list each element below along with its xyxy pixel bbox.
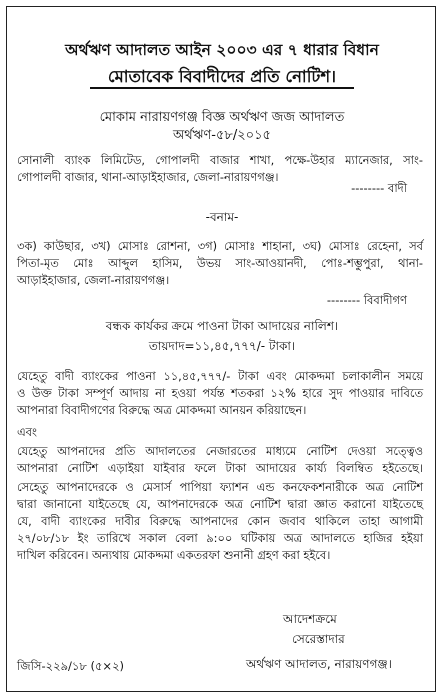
signature-order: আদেশক্রমে bbox=[283, 612, 337, 626]
heading-underline bbox=[90, 87, 354, 89]
body-line: আপনারা বিবাদীগণের বিরুদ্ধে অত্র মোকদ্দমা আনয়ন করিয়াছেন। bbox=[17, 403, 307, 417]
body-line: দ্বারা জানানো যাইতেছে যে, আপনাদেরকে অত্র নোটিশ দ্বারা জ্ঞাত করানো যাইতেছে bbox=[17, 497, 423, 511]
heading-line-2: মোতাবেক বিবাদীদের প্রতি নোটিশ। bbox=[107, 67, 337, 86]
defendant-line: আড়াইহাজার, জেলা-নারায়ণগঞ্জ। bbox=[17, 273, 170, 287]
defendants-role: -------- বিবাদীগণ bbox=[326, 293, 407, 307]
signature-office: অর্থঋণ আদালত, নারায়ণগঞ্জ। bbox=[246, 657, 392, 671]
plaintiff-line: সোনালী ব্যাংক লিমিটেড, গোপালদী বাজার শাখা, পক্ষে-উহার ম্যানেজার, সাং- bbox=[17, 153, 423, 167]
heading-line-1: অর্থঋণ আদালত আইন ২০০৩ এর ৭ ধারার বিধান bbox=[65, 41, 379, 59]
plaintiff-line: গোপালদী বাজার, থানা-আড়াইহাজার, জেলা-নারায়ণগঞ্জ। bbox=[17, 170, 279, 184]
body-line: ও উক্ত টাকা সম্পূর্ণ আদায় না হওয়া পর্যন্ত শতকরা ১২% হারে সুদ পাওয়ার দাবিতে bbox=[17, 386, 423, 400]
case-number: অর্থঋণ-৫৮/২০১৫ bbox=[172, 128, 271, 143]
defendant-line: পিতা-মৃত মোঃ আব্দুল হাসিম, উভয় সাং-আওয়ানদী, পোঃ-শম্ভুপুরা, থানা- bbox=[17, 256, 423, 270]
defendants-block bbox=[17, 238, 423, 289]
body-line: যে, বাদী ব্যাংকের দাবীর বিরুদ্ধে আপনাদের কোন জবাব থাকিলে তাহা আগামী bbox=[17, 514, 423, 528]
body-paragraph-1 bbox=[17, 368, 423, 419]
body-line: ২৭/০৮/১৮ ইং তারিখে সকাল বেলা ৯:০০ ঘটিকায় অত্র আদালতে হাজির হইয়া bbox=[17, 531, 423, 545]
body-paragraph-3 bbox=[17, 479, 423, 564]
body-paragraph-2 bbox=[17, 443, 423, 477]
claim-amount: তায়দাদ=১১,৪৫,৭৭৭/- টাকা। bbox=[148, 339, 296, 353]
versus-label: -বনাম- bbox=[205, 210, 239, 224]
ad-code: জিসি-২২৯/১৮ (৫×২) bbox=[17, 659, 125, 673]
body-line: সেহেতু আপনাদেরকে ও মেসার্স পাপিয়া ফ্যাশন এন্ড কনফেকশনারীকে অত্র নোটিশ bbox=[17, 480, 423, 494]
body-line: আপনারা নোটিশ এড়াইয়া যাইবার ফলে টাকা আদায়ের কার্য্য বিলম্বিত হইতেছে। bbox=[17, 461, 423, 475]
body-line: যেহেতু আপনাদের প্রতি আদালতের নেজারতের মাধ্যমে নোটিশ দেওয়া সত্ত্বেও bbox=[17, 444, 423, 458]
signature-title: সেরেস্তাদার bbox=[292, 632, 345, 646]
body-line: যেহেতু বাদী ব্যাংকের পাওনা ১১,৪৫,৭৭৭/- টাকা এবং মোকদ্দমা চলাকালীন সময়ে bbox=[17, 369, 423, 383]
defendant-line: ৩ক) কাউছার, ৩খ) মোসাঃ রোশনা, ৩গ) মোসাঃ শাহানা, ৩ঘ) মোসাঃ রেহেনা, সর্ব bbox=[17, 239, 423, 253]
court-name: মোকাম নারায়ণগঞ্জ বিজ্ঞ অর্থঋণ জজ আদালত bbox=[99, 110, 345, 125]
and-word: এবং bbox=[17, 425, 37, 439]
suit-title: বন্ধক কার্যকর ক্রমে পাওনা টাকা আদায়ের নালিশ। bbox=[105, 319, 339, 333]
plaintiff-role: -------- বাদী bbox=[351, 181, 407, 195]
body-line: দাখিল করিবেন। অন্যথায় মোকদ্দমা একতরফা শুনানী গ্রহণ করা হইবে। bbox=[17, 548, 331, 562]
